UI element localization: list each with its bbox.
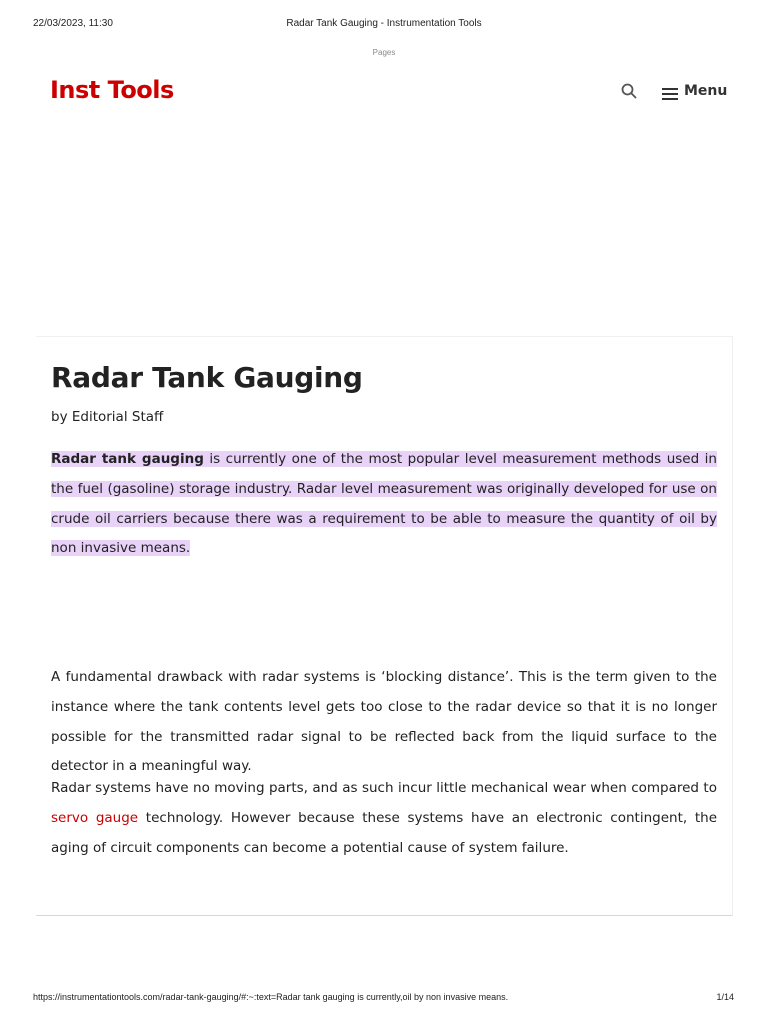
article-card <box>36 336 733 916</box>
menu-label: Menu <box>684 83 728 99</box>
print-page-number: 1/14 <box>716 992 734 1002</box>
article-title: Radar Tank Gauging <box>51 361 363 394</box>
intro-text: is currently one of the most popular level measurement methods used in the fuel (gasoline) storage industry. Radar level measurement was originally developed for use on crude oil carriers because there was a requirement to be able to measure the quantity of oil by non invasive means. <box>51 451 717 557</box>
print-footer <box>0 992 768 1006</box>
highlighted-text <box>51 451 717 556</box>
paragraph-text-after: technology. However because these systems have an electronic contingent, the aging of circuit components can become a potential cause of system failure. <box>51 809 717 856</box>
menu-button[interactable] <box>662 81 727 101</box>
print-page-title: Radar Tank Gauging - Instrumentation Tools <box>286 18 482 29</box>
print-date: 22/03/2023, 11:30 <box>33 18 113 29</box>
bold-term: Radar tank gauging <box>51 451 204 467</box>
site-header <box>0 72 768 112</box>
search-icon[interactable] <box>620 82 638 100</box>
site-logo[interactable]: Inst Tools <box>50 76 174 104</box>
article-paragraph-intro <box>51 445 717 564</box>
article-byline: by Editorial Staff <box>51 409 164 425</box>
print-header <box>0 18 768 32</box>
article-paragraph-moving-parts <box>51 774 717 863</box>
paragraph-text-before: Radar systems have no moving parts, and as such incur little mechanical wear when compared to <box>51 780 717 796</box>
article-paragraph-blocking-distance: A fundamental drawback with radar systems is ‘blocking distance’. This is the term given to the instance where the tank contents level gets too close to the radar device so that it is no longer possible for the transmitted radar signal to be reflected back from the liquid surface to the detector in a meaningful way. <box>51 669 717 775</box>
print-subtitle: Pages <box>372 48 396 57</box>
print-url: https://instrumentationtools.com/radar-tank-gauging/#:~:text=Radar tank gauging is currently,oil by non invasive means. <box>33 992 509 1002</box>
servo-gauge-link[interactable]: servo gauge <box>51 809 139 826</box>
hamburger-icon <box>662 85 678 97</box>
